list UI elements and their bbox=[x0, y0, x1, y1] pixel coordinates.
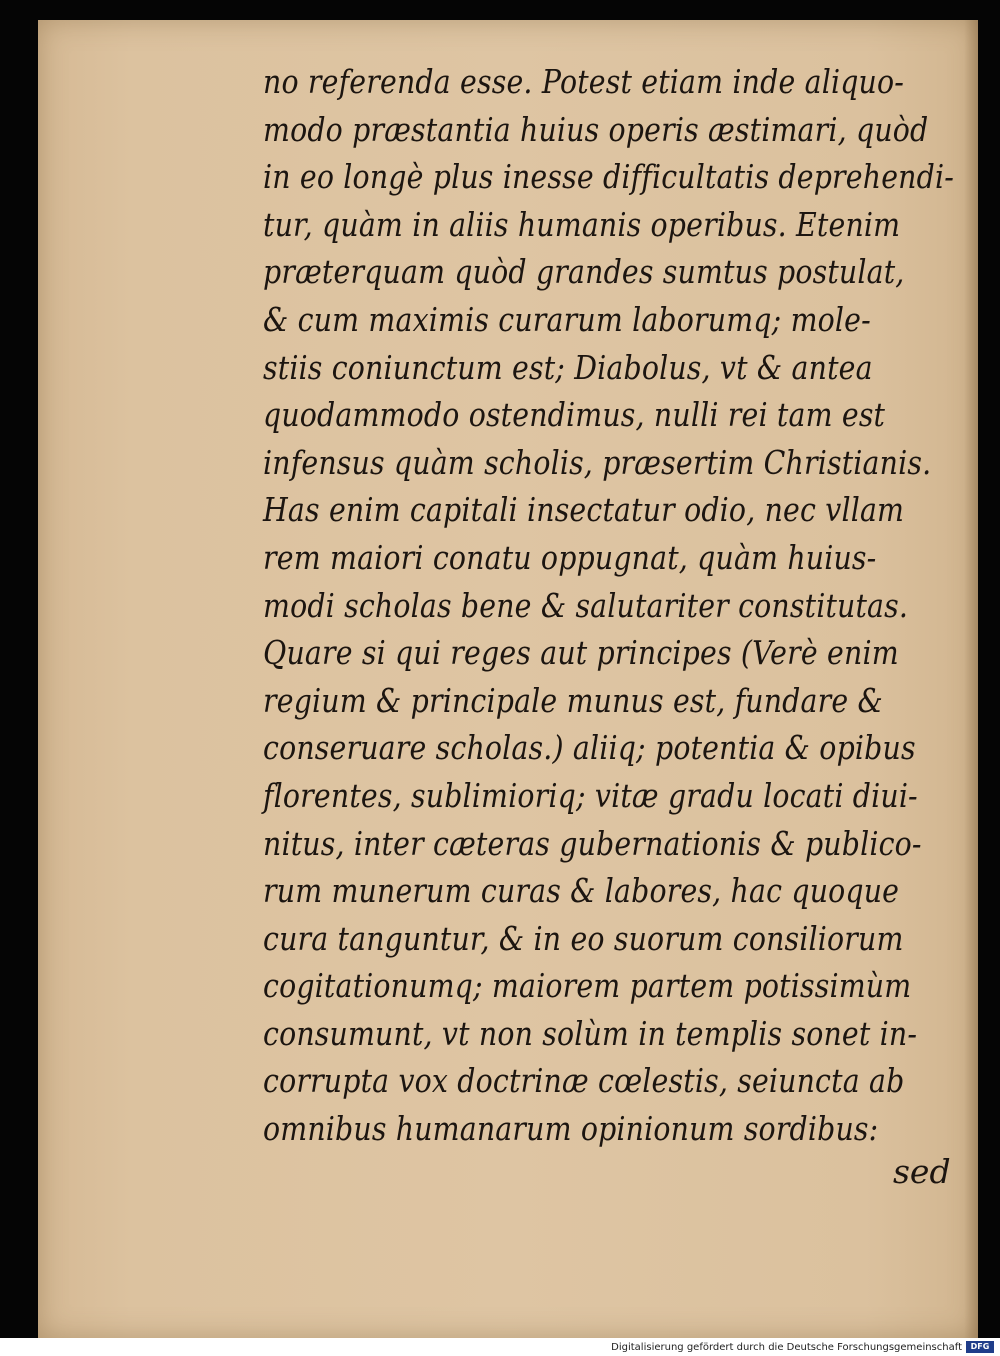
digitization-footer bbox=[0, 1338, 1000, 1356]
text-line: corrupta vox doctrinæ cœlestis, seiuncta ab bbox=[263, 1061, 905, 1101]
text-line: modi scholas bene & salutariter constitutas. bbox=[263, 585, 909, 625]
text-line: rem maiori conatu oppugnat, quàm huius- bbox=[263, 537, 877, 577]
text-line: infensus quàm scholis, præsertim Christianis. bbox=[263, 442, 932, 482]
text-line: præterquam quòd grandes sumtus postulat, bbox=[263, 252, 905, 292]
text-line: no referenda esse. Potest etiam inde aliquo- bbox=[263, 62, 905, 101]
text-line: consumunt, vt non solùm in templis sonet in- bbox=[263, 1013, 918, 1053]
text-line: stiis coniunctum est; Diabolus, vt & antea bbox=[263, 347, 873, 387]
text-line: florentes, sublimioriq; vitæ gradu locati diui- bbox=[263, 775, 918, 815]
book-page bbox=[38, 20, 978, 1338]
text-line: Quare si qui reges aut principes (Verè enim bbox=[263, 633, 899, 673]
catchword: sed bbox=[893, 1152, 951, 1191]
text-line: nitus, inter cæteras gubernationis & publico- bbox=[263, 823, 922, 863]
dfg-logo-icon: DFG bbox=[966, 1341, 994, 1353]
text-line: Has enim capitali insectatur odio, nec vllam bbox=[263, 490, 905, 530]
text-line: rum munerum curas & labores, hac quoque bbox=[263, 871, 900, 911]
text-line: regium & principale munus est, fundare & bbox=[263, 680, 883, 720]
page-edge-shadow bbox=[964, 20, 978, 1338]
text-line: modo præstantia huius operis æstimari, quòd bbox=[263, 109, 929, 149]
text-line: cogitationumq; maiorem partem potissimùm bbox=[263, 966, 912, 1006]
text-line: in eo longè plus inesse difficultatis deprehendi- bbox=[263, 157, 954, 197]
text-line: conseruare scholas.) aliiq; potentia & opibus bbox=[263, 728, 916, 768]
text-line: omnibus humanarum opinionum sordibus: bbox=[263, 1109, 879, 1149]
text-line: & cum maximis curarum laborumq; mole- bbox=[263, 299, 871, 339]
footer-credit-text: Digitalisierung gefördert durch die Deutsche Forschungsgemeinschaft bbox=[611, 1342, 962, 1353]
text-block bbox=[263, 58, 963, 1153]
text-line: quodammodo ostendimus, nulli rei tam est bbox=[263, 395, 886, 435]
text-line: cura tanguntur, & in eo suorum consiliorum bbox=[263, 918, 904, 958]
text-line: tur, quàm in aliis humanis operibus. Etenim bbox=[263, 204, 901, 244]
